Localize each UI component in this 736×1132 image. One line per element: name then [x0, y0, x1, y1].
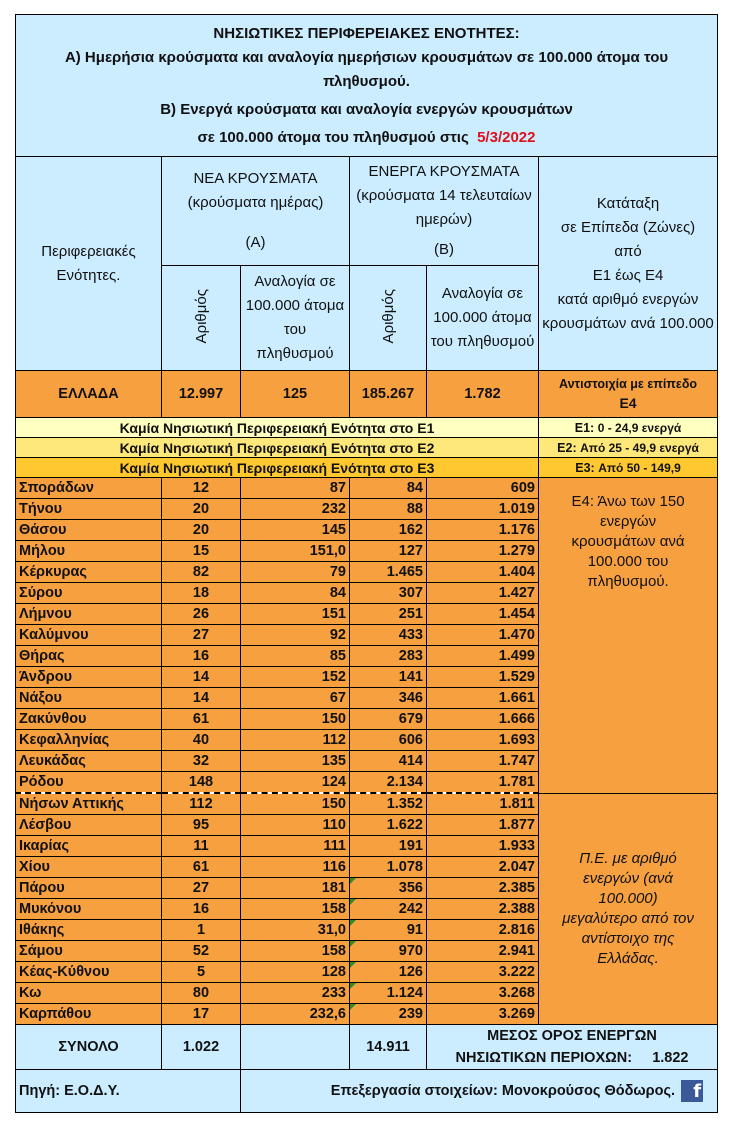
- active-cases-ratio: 1.454: [427, 604, 539, 625]
- new-cases-ratio: 145: [241, 520, 350, 541]
- total-active: 14.911: [350, 1025, 427, 1070]
- region-name: Σύρου: [16, 583, 162, 604]
- active-cases: 679: [350, 709, 427, 730]
- new-cases-ratio: 151,0: [241, 541, 350, 562]
- region-name: Καρπάθου: [16, 1004, 162, 1025]
- column-header-row-1: [16, 157, 718, 266]
- average-label-1: ΜΕΣΟΣ ΟΡΟΣ ΕΝΕΡΓΩΝ: [487, 1028, 657, 1044]
- active-cases-ratio: 1.499: [427, 646, 539, 667]
- active-cases-ratio: 1.877: [427, 815, 539, 836]
- new-cases-ratio: 181: [241, 878, 350, 899]
- new-cases-ratio: 85: [241, 646, 350, 667]
- active-ratio-header: Αναλογία σε 100.000 άτομα του πληθυσμού: [427, 266, 539, 371]
- new-cases: 40: [162, 730, 241, 751]
- title-line-2: Α) Ημερήσια κρούσματα και αναλογία ημερήσιων κρουσμάτων σε 100.000 άτομα του πληθυσμού.: [64, 48, 669, 90]
- greece-zone-level: Ε4: [619, 395, 637, 411]
- data-rows: [16, 478, 718, 1025]
- above-greece-note: Π.Ε. με αριθμό ενεργών (ανά 100.000) μεγαλύτερο από τον αντίστοιχο της Ελλάδας.: [539, 793, 718, 1025]
- new-cases: 5: [162, 962, 241, 983]
- active-cases: 356: [350, 878, 427, 899]
- region-name: Καλύμνου: [16, 625, 162, 646]
- new-cases-ratio: 152: [241, 667, 350, 688]
- new-ratio-header: Αναλογία σε 100.000 άτομα του πληθυσμού: [241, 266, 350, 371]
- active-cases-ratio: 3.268: [427, 983, 539, 1004]
- region-name: Μυκόνου: [16, 899, 162, 920]
- active-cases-ratio: 609: [427, 478, 539, 499]
- new-cases: 16: [162, 899, 241, 920]
- report-date: 5/3/2022: [477, 128, 536, 146]
- new-cases-ratio: 67: [241, 688, 350, 709]
- active-cases: 84: [350, 478, 427, 499]
- region-name: Θήρας: [16, 646, 162, 667]
- new-cases: 11: [162, 836, 241, 857]
- active-cases: 433: [350, 625, 427, 646]
- new-cases-ratio: 150: [241, 709, 350, 730]
- title-row: [16, 15, 718, 157]
- region-name: Λέσβου: [16, 815, 162, 836]
- new-cases-subtitle: (κρούσματα ημέρας): [187, 194, 324, 211]
- region-name: Σποράδων: [16, 478, 162, 499]
- active-cases-header: [350, 157, 539, 266]
- active-cases: 141: [350, 667, 427, 688]
- title-line-1: ΝΗΣΙΩΤΙΚΕΣ ΠΕΡΙΦΕΡΕΙΑΚΕΣ ΕΝΟΤΗΤΕΣ:: [213, 24, 520, 42]
- new-cases: 16: [162, 646, 241, 667]
- region-name: Ιθάκης: [16, 920, 162, 941]
- active-cases-ratio: 1.933: [427, 836, 539, 857]
- new-cases: 14: [162, 688, 241, 709]
- active-cases: 251: [350, 604, 427, 625]
- greece-new-ratio: 125: [241, 371, 350, 418]
- active-cases: 1.622: [350, 815, 427, 836]
- active-cases-ratio: 1.427: [427, 583, 539, 604]
- active-cases: 414: [350, 751, 427, 772]
- active-cases-ratio: 2.941: [427, 941, 539, 962]
- total-label: ΣΥΝΟΛΟ: [16, 1025, 162, 1070]
- new-cases: 52: [162, 941, 241, 962]
- active-cases: 606: [350, 730, 427, 751]
- region-name: Ζακύνθου: [16, 709, 162, 730]
- region-name: Νάξου: [16, 688, 162, 709]
- credit-cell: [241, 1070, 718, 1113]
- new-cases: 61: [162, 709, 241, 730]
- active-cases-ratio: 1.661: [427, 688, 539, 709]
- total-new: 1.022: [162, 1025, 241, 1070]
- active-cases: 88: [350, 499, 427, 520]
- total-new-ratio: [241, 1025, 350, 1070]
- e4-note: Ε4: Άνω των 150 ενεργών κρουσμάτων ανά 100.000 του πληθυσμού.: [539, 478, 718, 794]
- active-cases-ratio: 1.019: [427, 499, 539, 520]
- new-cases-ratio: 135: [241, 751, 350, 772]
- new-cases: 17: [162, 1004, 241, 1025]
- new-cases-ratio: 232,6: [241, 1004, 350, 1025]
- average-label-2: ΝΗΣΙΩΤΙΚΩΝ ΠΕΡΙΟΧΩΝ: 1.822: [455, 1050, 689, 1066]
- new-cases: 27: [162, 878, 241, 899]
- active-cases-ratio: 2.047: [427, 857, 539, 878]
- region-name: Τήνου: [16, 499, 162, 520]
- region-name: Ικαρίας: [16, 836, 162, 857]
- credit-text: Επεξεργασία στοιχείων: Μονοκρούσος Θόδωρος.: [330, 1082, 676, 1099]
- new-cases-ratio: 79: [241, 562, 350, 583]
- new-cases: 82: [162, 562, 241, 583]
- active-number-header: Αριθμός: [350, 266, 427, 371]
- active-cases-ratio: 3.222: [427, 962, 539, 983]
- active-cases: 1.078: [350, 857, 427, 878]
- new-cases-ratio: 150: [241, 793, 350, 815]
- level-e2-text: Καμία Νησιωτική Περιφερειακή Ενότητα στο Ε2: [16, 438, 539, 458]
- active-cases-ratio: 1.811: [427, 793, 539, 815]
- greece-zone-label: Αντιστοιχία με επίπεδο: [559, 377, 698, 391]
- region-name: Κέρκυρας: [16, 562, 162, 583]
- level-e3-text: Καμία Νησιωτική Περιφερειακή Ενότητα στο Ε3: [16, 458, 539, 478]
- active-cases-title: ΕΝΕΡΓΑ ΚΡΟΥΣΜΑΤΑ: [368, 163, 520, 180]
- new-cases-title: ΝΕΑ ΚΡΟΥΣΜΑΤΑ: [193, 170, 318, 187]
- active-cases-ratio: 1.529: [427, 667, 539, 688]
- region-name: Πάρου: [16, 878, 162, 899]
- level-row-e2: [16, 438, 718, 458]
- active-cases: 1.124: [350, 983, 427, 1004]
- new-cases: 20: [162, 520, 241, 541]
- new-cases: 12: [162, 478, 241, 499]
- region-name: Λευκάδας: [16, 751, 162, 772]
- active-cases: 1.465: [350, 562, 427, 583]
- region-name: Κω: [16, 983, 162, 1004]
- region-name: Κέας-Κύθνου: [16, 962, 162, 983]
- level-e1-text: Καμία Νησιωτική Περιφερειακή Ενότητα στο Ε1: [16, 418, 539, 438]
- table-row: [16, 478, 718, 499]
- average-cell: [427, 1025, 718, 1070]
- greece-zone: [539, 371, 718, 418]
- active-cases: 1.352: [350, 793, 427, 815]
- region-name: Ρόδου: [16, 772, 162, 794]
- total-row: [16, 1025, 718, 1070]
- region-name: Χίου: [16, 857, 162, 878]
- greece-name: ΕΛΛΑΔΑ: [16, 371, 162, 418]
- active-cases-ratio: 1.693: [427, 730, 539, 751]
- active-cases: 283: [350, 646, 427, 667]
- active-cases: 307: [350, 583, 427, 604]
- greece-active-ratio: 1.782: [427, 371, 539, 418]
- table-title: [16, 15, 718, 157]
- new-cases-ratio: 151: [241, 604, 350, 625]
- active-cases-ratio: 1.781: [427, 772, 539, 794]
- active-cases: 346: [350, 688, 427, 709]
- new-cases-ratio: 92: [241, 625, 350, 646]
- active-cases-ratio: 1.470: [427, 625, 539, 646]
- new-cases-ratio: 112: [241, 730, 350, 751]
- active-cases-ratio: 2.816: [427, 920, 539, 941]
- new-cases: 27: [162, 625, 241, 646]
- new-cases-ratio: 124: [241, 772, 350, 794]
- new-cases-header: [162, 157, 350, 266]
- new-cases-ratio: 233: [241, 983, 350, 1004]
- new-cases-ratio: 158: [241, 941, 350, 962]
- new-cases-ratio: 31,0: [241, 920, 350, 941]
- active-cases-ratio: 1.747: [427, 751, 539, 772]
- region-name: Μήλου: [16, 541, 162, 562]
- new-cases: 1: [162, 920, 241, 941]
- active-cases: 127: [350, 541, 427, 562]
- island-cases-table: [15, 14, 718, 1113]
- region-name: Θάσου: [16, 520, 162, 541]
- active-cases: 239: [350, 1004, 427, 1025]
- level-e1-range: Ε1: 0 - 24,9 ενεργά: [539, 418, 718, 438]
- new-cases-ratio: 128: [241, 962, 350, 983]
- active-cases: 126: [350, 962, 427, 983]
- new-cases-ratio: 232: [241, 499, 350, 520]
- active-cases: 191: [350, 836, 427, 857]
- greece-active: 185.267: [350, 371, 427, 418]
- active-cases-subtitle: (κρούσματα 14 τελευταίων ημερών): [356, 187, 532, 228]
- active-cases: 2.134: [350, 772, 427, 794]
- greece-new: 12.997: [162, 371, 241, 418]
- level-row-e3: [16, 458, 718, 478]
- source-text: Πηγή: Ε.Ο.Δ.Υ.: [16, 1070, 241, 1113]
- active-cases-ratio: 1.666: [427, 709, 539, 730]
- active-cases-ratio: 1.176: [427, 520, 539, 541]
- region-name: Άνδρου: [16, 667, 162, 688]
- new-number-header: Αριθμός: [162, 266, 241, 371]
- region-name: Λήμνου: [16, 604, 162, 625]
- active-cases: 162: [350, 520, 427, 541]
- new-cases-ratio: 116: [241, 857, 350, 878]
- new-cases: 95: [162, 815, 241, 836]
- table-row: [16, 793, 718, 815]
- title-line-3: Β) Ενεργά κρούσματα και αναλογία ενεργών κρουσμάτων: [160, 100, 573, 118]
- new-cases: 15: [162, 541, 241, 562]
- new-cases-tag: (Α): [245, 234, 266, 251]
- active-cases: 242: [350, 899, 427, 920]
- active-cases-tag: (Β): [434, 241, 454, 258]
- region-name: Σάμου: [16, 941, 162, 962]
- new-cases: 18: [162, 583, 241, 604]
- active-cases: 970: [350, 941, 427, 962]
- active-cases-ratio: 1.404: [427, 562, 539, 583]
- new-cases: 112: [162, 793, 241, 815]
- new-cases: 14: [162, 667, 241, 688]
- active-cases-ratio: 2.385: [427, 878, 539, 899]
- new-cases: 32: [162, 751, 241, 772]
- new-cases: 26: [162, 604, 241, 625]
- new-cases: 61: [162, 857, 241, 878]
- active-cases-ratio: 1.279: [427, 541, 539, 562]
- title-date-prefix: σε 100.000 άτομα του πληθυσμού στις: [197, 128, 469, 146]
- footer-row: [16, 1070, 718, 1113]
- zone-column-header: Κατάταξη σε Επίπεδα (Ζώνες) από Ε1 έως Ε4 κατά αριθμό ενεργών κρουσμάτων ανά 100.000: [539, 157, 718, 371]
- region-column-header: Περιφερειακές Ενότητες.: [16, 157, 162, 371]
- new-cases-ratio: 158: [241, 899, 350, 920]
- region-name: Κεφαλληνίας: [16, 730, 162, 751]
- level-e2-range: Ε2: Από 25 - 49,9 ενεργά: [539, 438, 718, 458]
- facebook-icon[interactable]: f: [681, 1080, 703, 1102]
- new-cases: 80: [162, 983, 241, 1004]
- new-cases-ratio: 87: [241, 478, 350, 499]
- new-cases-ratio: 84: [241, 583, 350, 604]
- new-cases: 20: [162, 499, 241, 520]
- level-row-e1: [16, 418, 718, 438]
- average-value: 1.822: [652, 1050, 689, 1066]
- active-cases: 91: [350, 920, 427, 941]
- greece-row: [16, 371, 718, 418]
- new-cases-ratio: 111: [241, 836, 350, 857]
- active-cases-ratio: 3.269: [427, 1004, 539, 1025]
- new-cases: 148: [162, 772, 241, 794]
- level-e3-range: Ε3: Από 50 - 149,9: [539, 458, 718, 478]
- new-cases-ratio: 110: [241, 815, 350, 836]
- region-name: Νήσων Αττικής: [16, 793, 162, 815]
- title-line-4: [22, 126, 711, 150]
- active-cases-ratio: 2.388: [427, 899, 539, 920]
